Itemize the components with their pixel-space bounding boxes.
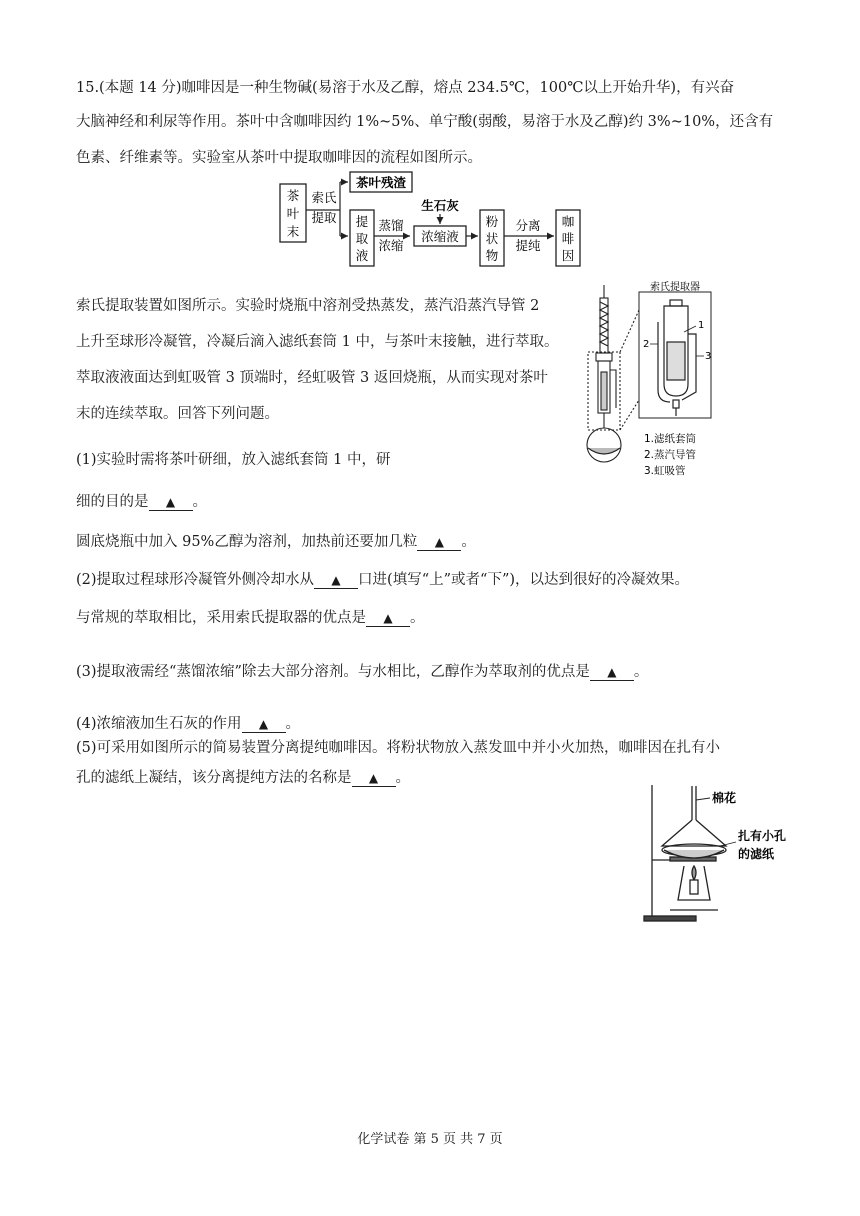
q1-line-a: (1)实验时需将茶叶研细，放入滤纸套筒 1 中，研 — [76, 452, 391, 468]
q2-a-suffix: 口进(填写“上”或者“下”)，以达到很好的冷凝效果。 — [358, 572, 690, 588]
blank-marker: ▲ — [434, 535, 444, 549]
blank-marker: ▲ — [258, 717, 269, 731]
flow-product-char-1: 咖 — [561, 214, 575, 229]
sublimation-apparatus-figure — [640, 780, 790, 925]
q5-b-prefix: 孔的滤纸上凝结，该分离提纯方法的名称是 — [76, 770, 352, 786]
flow-step1-top: 索氏 — [311, 190, 337, 205]
flow-box-extract — [350, 210, 374, 266]
q2-a-prefix: (2)提取过程球形冷凝管外侧冷却水从 — [76, 572, 315, 588]
soxhlet-label-1: 1 — [698, 320, 705, 331]
flow-powder-char-1: 粉 — [485, 214, 499, 229]
flow-start-char-2: 叶 — [286, 206, 300, 221]
question-line-3: 色素、纤维素等。实验室从茶叶中提取咖啡因的流程如图所示。 — [76, 150, 482, 166]
q1-line-c — [76, 530, 476, 551]
q4-answer-blank[interactable] — [242, 716, 286, 733]
soxhlet-text-4: 末的连续萃取。回答下列问题。 — [76, 406, 279, 422]
flow-product-char-3: 因 — [561, 248, 575, 263]
flow-extract-char-3: 液 — [355, 248, 369, 263]
question-line-2: 大脑神经和利尿等作用。茶叶中含咖啡因约 1%~5%、单宁酸(弱酸，易溶于水及乙醇)约 3%~10%，还含有 — [76, 114, 774, 130]
q1-c-suffix: 。 — [461, 534, 476, 550]
blank-marker: ▲ — [607, 665, 617, 679]
q5-line-a: (5)可采用如图所示的简易装置分离提纯咖啡因。将粉状物放入蒸发皿中并小火加热，咖啡因在扎有小 — [76, 740, 721, 756]
soxhlet-extractor-detail — [658, 300, 696, 416]
soxhlet-apparatus-figure — [584, 280, 734, 485]
q1-c-prefix: 圆底烧瓶中加入 95%乙醇为溶剂，加热前还要加几粒 — [76, 534, 418, 550]
q1-b-suffix: 。 — [192, 494, 207, 510]
q5-b-suffix: 。 — [395, 770, 410, 786]
flow-product-char-2: 啡 — [561, 231, 575, 246]
flow-start-char-3: 末 — [286, 224, 300, 239]
flow-step1-bottom: 提取 — [311, 210, 337, 225]
sublimation-drawing — [644, 785, 726, 921]
q1-line-b — [76, 490, 207, 511]
q2-line-a — [76, 568, 689, 589]
flow-extract-char-2: 取 — [355, 231, 369, 246]
flowchart — [270, 170, 590, 270]
soxhlet-text-1: 索氏提取装置如图所示。实验时烧瓶中溶剂受热蒸发，蒸汽沿蒸汽导管 2 — [76, 298, 540, 314]
blank-marker: ▲ — [383, 611, 393, 625]
q2-answer-blank-2[interactable] — [366, 610, 410, 627]
flow-box-caffeine — [556, 210, 580, 266]
soxhlet-full-setup-drawing — [587, 285, 639, 462]
q3-prefix: (3)提取液需经“蒸馏浓缩”除去大部分溶剂。与水相比，乙醇作为萃取剂的优点是 — [76, 664, 590, 680]
soxhlet-legend-2: 2.蒸汽导管 — [644, 449, 697, 461]
soxhlet-label-3: 3 — [705, 351, 712, 362]
q1-b-prefix: 细的目的是 — [76, 494, 149, 510]
soxhlet-label-2: 2 — [643, 339, 650, 350]
flow-concentrate-label: 浓缩液 — [421, 229, 459, 244]
flow-powder-char-3: 物 — [485, 248, 499, 263]
soxhlet-text-2: 上升至球形冷凝管，冷凝后滴入滤纸套筒 1 中，与茶叶末接触，进行萃取。 — [76, 334, 559, 350]
flow-extract-char-1: 提 — [355, 214, 369, 229]
flow-step3-top: 分离 — [515, 218, 541, 233]
q3-answer-blank[interactable] — [590, 664, 634, 681]
sublimation-label-filter-1: 扎有小孔 — [738, 829, 787, 843]
flow-start-char-1: 茶 — [286, 188, 300, 203]
flow-box-powder — [480, 210, 504, 266]
soxhlet-legend-1: 1.滤纸套筒 — [644, 433, 697, 445]
flow-powder-char-2: 状 — [485, 231, 499, 246]
blank-marker: ▲ — [165, 495, 176, 509]
q2-line-b — [76, 606, 425, 627]
flow-box-tea-powder — [280, 184, 306, 242]
q4-line — [76, 712, 300, 733]
q3-suffix: 。 — [633, 664, 649, 680]
q2-answer-blank-1[interactable] — [314, 572, 358, 589]
q3-line — [76, 660, 648, 681]
flow-step2-bottom: 浓缩 — [378, 238, 404, 253]
q5-line-b — [76, 766, 410, 787]
blank-marker: ▲ — [368, 771, 379, 785]
flow-box-residue — [350, 172, 412, 192]
q1-answer-blank-1[interactable] — [149, 494, 193, 511]
flow-step3-bottom: 提纯 — [515, 238, 541, 253]
page-footer: 化学试卷 第 5 页 共 7 页 — [357, 1132, 503, 1147]
flow-box-concentrate — [414, 226, 466, 246]
flow-residue-label: 茶叶残渣 — [355, 175, 407, 190]
sublimation-label-filter-2: 的滤纸 — [738, 847, 775, 861]
q2-b-suffix: 。 — [410, 610, 425, 626]
q4-prefix: (4)浓缩液加生石灰的作用 — [76, 716, 242, 732]
q1-answer-blank-2[interactable] — [417, 534, 461, 551]
q2-b-prefix: 与常规的萃取相比，采用索氏提取器的优点是 — [76, 610, 366, 626]
flow-reagent-label: 生石灰 — [421, 198, 459, 213]
question-line-1: 15.(本题 14 分)咖啡因是一种生物碱(易溶于水及乙醇，熔点 234.5℃，100℃以上开始升华)，有兴奋 — [76, 80, 735, 96]
soxhlet-figure-title: 索氏提取器 — [650, 282, 700, 293]
soxhlet-text-3: 萃取液液面达到虹吸管 3 顶端时，经虹吸管 3 返回烧瓶，从而实现对茶叶 — [76, 370, 548, 386]
q5-answer-blank[interactable] — [352, 770, 396, 787]
soxhlet-legend-3: 3.虹吸管 — [644, 465, 686, 477]
flow-step2-top: 蒸馏 — [378, 218, 404, 233]
blank-marker: ▲ — [331, 573, 341, 587]
q4-suffix: 。 — [285, 716, 301, 732]
sublimation-label-cotton: 棉花 — [712, 791, 737, 805]
